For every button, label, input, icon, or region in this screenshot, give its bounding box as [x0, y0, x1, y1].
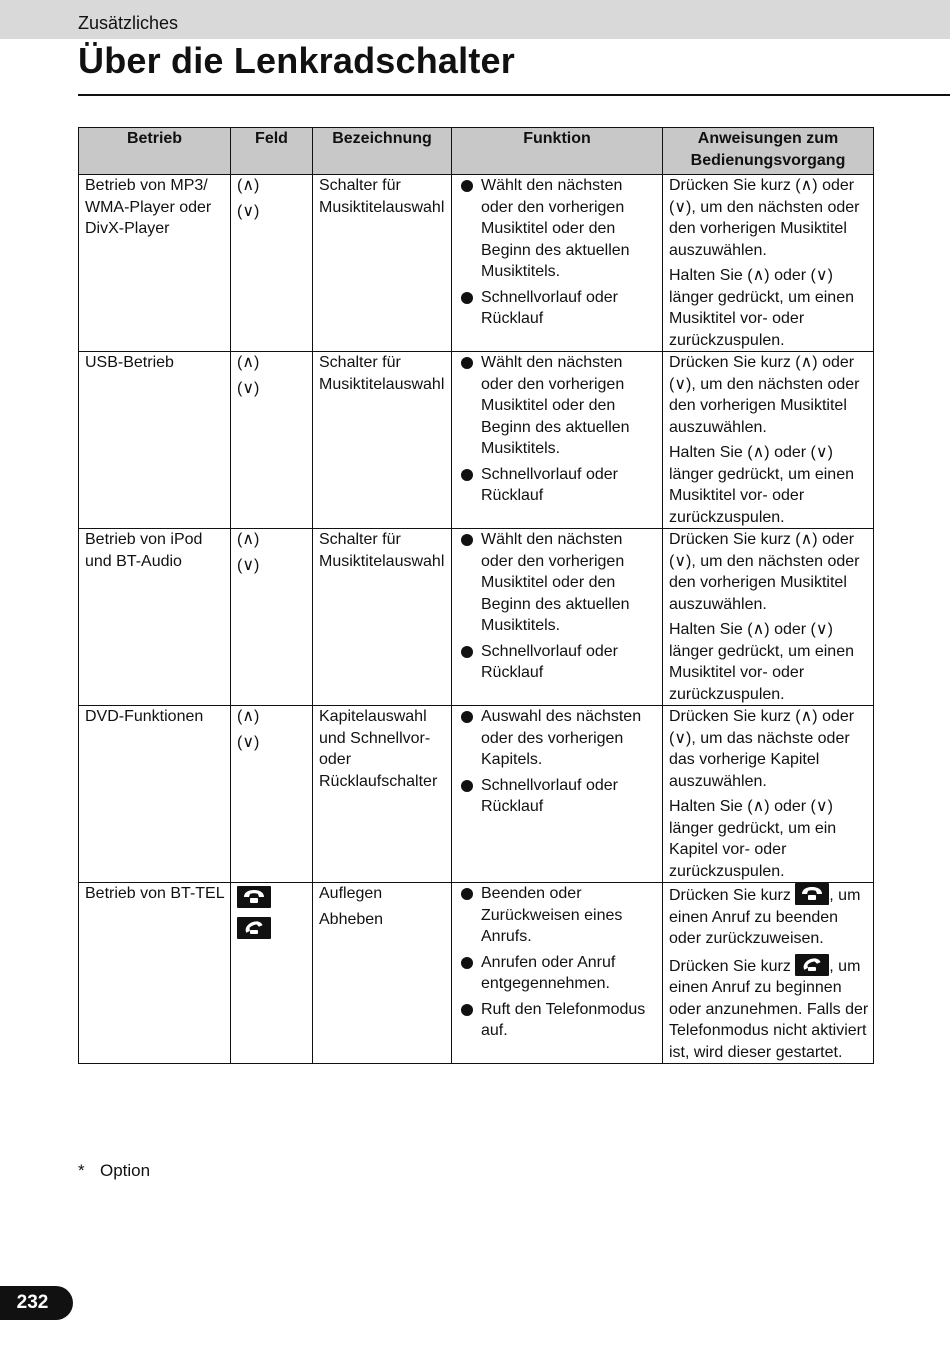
anweisung-text: , um einen Anruf zu beginnen oder anzunehmen. Falls der Telefonmodus nicht aktiviert ist, wird dieser gestartet.: [669, 957, 869, 1061]
anweisung-text: , um einen Anruf zu beenden oder zurückzuweisen.: [669, 887, 861, 947]
anweisung-paragraph: [669, 619, 869, 705]
cell-funktion: [452, 529, 663, 706]
funktion-item: [458, 641, 658, 684]
cell-feld: [231, 883, 313, 1064]
anweisung-paragraph: [669, 352, 869, 438]
funktion-item: [458, 529, 658, 637]
cell-anweisungen: [663, 175, 874, 352]
cell-bezeichnung: [313, 883, 452, 1064]
cell-betrieb: Betrieb von iPod und BT-Audio: [79, 529, 231, 706]
page-title: Über die Lenkradschalter: [78, 40, 515, 81]
funktion-item: [458, 952, 658, 995]
cell-bezeichnung: [313, 529, 452, 706]
switch-symbol: (∧): [237, 708, 260, 725]
cell-feld: [231, 529, 313, 706]
cell-betrieb: Betrieb von MP3/ WMA-Player oder DivX-Player: [79, 175, 231, 352]
cell-anweisungen: [663, 529, 874, 706]
anweisung-paragraph: [669, 954, 869, 1064]
funktion-text: Wählt den nächsten oder den vorherigen Musiktitel oder den Beginn des aktuellen Musiktitels.: [481, 354, 630, 457]
funktion-item: [458, 464, 658, 507]
switch-symbol: (∧): [237, 354, 260, 371]
switch-symbol: (∨): [237, 379, 260, 397]
funktion-text: Beenden oder Zurückweisen eines Anrufs.: [481, 885, 623, 945]
pick-up-icon: [237, 917, 271, 939]
table-row: [79, 529, 874, 706]
switch-symbol: (∧): [237, 531, 260, 548]
cell-funktion: [452, 175, 663, 352]
cell-funktion: [452, 706, 663, 883]
cell-feld: [231, 706, 313, 883]
funktion-item: [458, 175, 658, 283]
table-row: [79, 352, 874, 529]
title-divider: [78, 94, 950, 96]
bullet-icon: [461, 780, 473, 792]
funktion-item: [458, 352, 658, 460]
bullet-icon: [461, 1004, 473, 1016]
anweisung-paragraph: [669, 442, 869, 528]
switch-symbol: [237, 886, 308, 910]
page-number: 232: [0, 1286, 73, 1320]
anweisung-text: Halten Sie (∧) oder (∨) länger gedrückt, um einen Musiktitel vor- oder zurückzuspulen.: [669, 444, 854, 526]
funktion-item: [458, 775, 658, 818]
anweisung-paragraph: [669, 706, 869, 792]
switch-symbol: (∨): [237, 733, 260, 751]
bullet-icon: [461, 469, 473, 481]
cell-feld: [231, 352, 313, 529]
bullet-icon: [461, 646, 473, 658]
bezeichnung-text: Schalter für Musiktitelauswahl: [319, 354, 445, 393]
funktion-item: [458, 706, 658, 771]
column-header-anweisungen: Anweisungen zum Bedienungsvorgang: [663, 128, 874, 175]
cell-funktion: [452, 352, 663, 529]
section-label: Zusätzliches: [78, 13, 179, 33]
footnote-marker: *: [78, 1161, 85, 1180]
table-header-row: [79, 128, 874, 175]
cell-feld: [231, 175, 313, 352]
bezeichnung-text: Abheben: [319, 910, 384, 928]
cell-bezeichnung: [313, 175, 452, 352]
anweisung-text: Drücken Sie kurz: [669, 957, 791, 975]
bullet-icon: [461, 357, 473, 369]
anweisung-text: Halten Sie (∧) oder (∨) länger gedrückt, um ein Kapitel vor- oder zurückzuspulen.: [669, 798, 837, 880]
cell-betrieb: USB-Betrieb: [79, 352, 231, 529]
anweisung-paragraph: [669, 796, 869, 882]
anweisung-paragraph: [669, 265, 869, 351]
pick-up-icon: [795, 954, 829, 976]
anweisung-text: Drücken Sie kurz: [669, 887, 791, 904]
funktion-text: Wählt den nächsten oder den vorherigen Musiktitel oder den Beginn des aktuellen Musiktitels.: [481, 177, 630, 280]
table-row: [79, 706, 874, 883]
bezeichnung-text: Kapitelauswahl und Schnellvor- oder Rücklaufschalter: [319, 708, 438, 790]
switch-symbol: [237, 917, 308, 941]
steering-switch-table: [78, 127, 874, 1064]
table-row: [79, 883, 874, 1064]
bezeichnung-text: Schalter für Musiktitelauswahl: [319, 177, 445, 216]
anweisung-text: Halten Sie (∧) oder (∨) länger gedrückt, um einen Musiktitel vor- oder zurückzuspulen.: [669, 621, 854, 703]
bullet-icon: [461, 957, 473, 969]
anweisung-text: Drücken Sie kurz (∧) oder (∨), um das nächste oder das vorherige Kapitel auszuwählen.: [669, 708, 855, 790]
cell-bezeichnung: [313, 706, 452, 883]
hang-up-icon: [795, 883, 829, 905]
footnote: [78, 1161, 150, 1181]
anweisung-paragraph: [669, 883, 869, 950]
switch-symbol: (∨): [237, 556, 260, 574]
funktion-text: Anrufen oder Anruf entgegennehmen.: [481, 953, 616, 992]
column-header-bezeichnung: Bezeichnung: [313, 128, 452, 175]
bullet-icon: [461, 292, 473, 304]
cell-betrieb: DVD-Funktionen: [79, 706, 231, 883]
funktion-text: Schnellvorlauf oder Rücklauf: [481, 465, 618, 504]
table-row: [79, 175, 874, 352]
column-header-betrieb: Betrieb: [79, 128, 231, 175]
cell-betrieb: Betrieb von BT-TEL: [79, 883, 231, 1064]
bullet-icon: [461, 534, 473, 546]
anweisung-text: Drücken Sie kurz (∧) oder (∨), um den nächsten oder den vorherigen Musiktitel auszuwählen.: [669, 531, 860, 613]
cell-anweisungen: [663, 352, 874, 529]
anweisung-text: Drücken Sie kurz (∧) oder (∨), um den nächsten oder den vorherigen Musiktitel auszuwählen.: [669, 354, 860, 436]
funktion-text: Ruft den Telefonmodus auf.: [481, 1000, 646, 1039]
bezeichnung-text: Auflegen: [319, 885, 383, 902]
funktion-text: Auswahl des nächsten oder des vorherigen Kapitels.: [481, 708, 642, 768]
column-header-funktion: Funktion: [452, 128, 663, 175]
anweisung-text: Drücken Sie kurz (∧) oder (∨), um den nächsten oder den vorherigen Musiktitel auszuwählen.: [669, 177, 860, 259]
funktion-text: Schnellvorlauf oder Rücklauf: [481, 288, 618, 327]
bullet-icon: [461, 180, 473, 192]
cell-bezeichnung: [313, 352, 452, 529]
funktion-text: Schnellvorlauf oder Rücklauf: [481, 776, 618, 815]
bullet-icon: [461, 888, 473, 900]
funktion-item: [458, 287, 658, 330]
column-header-feld: Feld: [231, 128, 313, 175]
funktion-text: Wählt den nächsten oder den vorherigen Musiktitel oder den Beginn des aktuellen Musiktitels.: [481, 531, 630, 634]
funktion-text: Schnellvorlauf oder Rücklauf: [481, 642, 618, 681]
funktion-item: [458, 883, 658, 948]
cell-funktion: [452, 883, 663, 1064]
bullet-icon: [461, 711, 473, 723]
switch-symbol: (∨): [237, 202, 260, 220]
funktion-item: [458, 999, 658, 1042]
hang-up-icon: [237, 886, 271, 908]
bezeichnung-text: Schalter für Musiktitelauswahl: [319, 531, 445, 570]
cell-anweisungen: [663, 883, 874, 1064]
anweisung-paragraph: [669, 175, 869, 261]
anweisung-paragraph: [669, 529, 869, 615]
anweisung-text: Halten Sie (∧) oder (∨) länger gedrückt, um einen Musiktitel vor- oder zurückzuspulen.: [669, 267, 854, 349]
switch-symbol: (∧): [237, 177, 260, 194]
footnote-text: Option: [100, 1161, 151, 1180]
cell-anweisungen: [663, 706, 874, 883]
